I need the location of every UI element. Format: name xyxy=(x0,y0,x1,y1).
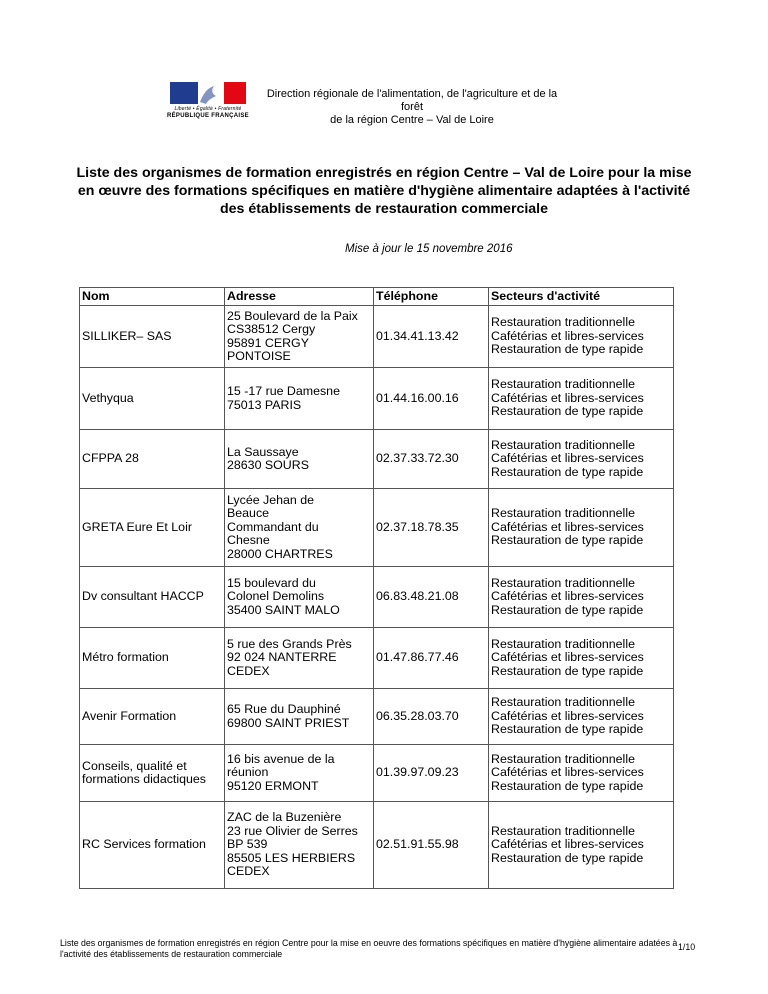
cell-telephone: 02.37.18.78.35 xyxy=(374,489,489,567)
table-row xyxy=(80,430,674,489)
table-row xyxy=(80,567,674,628)
cell-telephone: 01.39.97.09.23 xyxy=(374,745,489,802)
cell-adresse: La Saussaye 28630 SOURS xyxy=(225,430,374,489)
table-row xyxy=(80,368,674,430)
cell-adresse: 5 rue des Grands Près 92 024 NANTERRE CEDEX xyxy=(225,628,374,689)
logo-republic-name: RÉPUBLIQUE FRANÇAISE xyxy=(166,113,249,119)
organizations-table xyxy=(79,287,674,889)
document-title: Liste des organismes de formation enregistrés en région Centre – Val de Loire pour la mise en œuvre des formations spécifiques en matière d'hygiène alimentaire adaptées à l'activité des établissements de restauration commerciale xyxy=(76,165,692,217)
cell-telephone: 06.83.48.21.08 xyxy=(374,567,489,628)
table-row xyxy=(80,689,674,745)
cell-adresse: 15 boulevard du Colonel Demolins 35400 SAINT MALO xyxy=(225,567,374,628)
cell-adresse: 25 Boulevard de la Paix CS38512 Cergy 95891 CERGY PONTOISE xyxy=(225,306,374,368)
organization-line-2: de la région Centre – Val de Loire xyxy=(330,114,494,126)
cell-nom: RC Services formation xyxy=(80,802,225,889)
table-row xyxy=(80,745,674,802)
table-header-row xyxy=(80,288,674,306)
cell-nom: CFPPA 28 xyxy=(80,430,225,489)
cell-secteurs: Restauration traditionnelle Cafétérias et libres-services Restauration de type rapide xyxy=(489,628,674,689)
cell-telephone: 01.34.41.13.42 xyxy=(374,306,489,368)
organization-header xyxy=(262,88,562,127)
page-number: 1/10 xyxy=(678,942,696,952)
cell-secteurs: Restauration traditionnelle Cafétérias et libres-services Restauration de type rapide xyxy=(489,802,674,889)
cell-secteurs: Restauration traditionnelle Cafétérias et libres-services Restauration de type rapide xyxy=(489,306,674,368)
cell-telephone: 01.47.86.77.46 xyxy=(374,628,489,689)
cell-secteurs: Restauration traditionnelle Cafétérias et libres-services Restauration de type rapide xyxy=(489,689,674,745)
cell-nom: Avenir Formation xyxy=(80,689,225,745)
page-footer: Liste des organismes de formation enregistrés en région Centre pour la mise en oeuvre des formations spécifiques en matière d'hygiène alimentaire adatées à l'activité des établissements de restauration commerciale xyxy=(60,938,678,959)
header-adresse: Adresse xyxy=(225,288,374,306)
logo-motto: Liberté • Égalité • Fraternité xyxy=(174,106,242,112)
header-nom: Nom xyxy=(80,288,225,306)
cell-adresse: ZAC de la Buzenière 23 rue Olivier de Serres BP 539 85505 LES HERBIERS CEDEX xyxy=(225,802,374,889)
cell-secteurs: Restauration traditionnelle Cafétérias et libres-services Restauration de type rapide xyxy=(489,745,674,802)
cell-nom: SILLIKER– SAS xyxy=(80,306,225,368)
cell-telephone: 02.51.91.55.98 xyxy=(374,802,489,889)
organization-line-1: Direction régionale de l'alimentation, de l'agriculture et de la forêt xyxy=(266,88,558,113)
table-row xyxy=(80,628,674,689)
marianne-flag-icon xyxy=(170,82,246,104)
cell-adresse: Lycée Jehan de Beauce Commandant du Chesne 28000 CHARTRES xyxy=(225,489,374,567)
table-row xyxy=(80,489,674,567)
cell-nom: Métro formation xyxy=(80,628,225,689)
table-row xyxy=(80,306,674,368)
cell-secteurs: Restauration traditionnelle Cafétérias et libres-services Restauration de type rapide xyxy=(489,489,674,567)
cell-telephone: 02.37.33.72.30 xyxy=(374,430,489,489)
header-secteurs: Secteurs d'activité xyxy=(489,288,674,306)
republique-francaise-logo xyxy=(164,82,252,122)
update-date: Mise à jour le 15 novembre 2016 xyxy=(345,243,513,255)
cell-nom: GRETA Eure Et Loir xyxy=(80,489,225,567)
cell-secteurs: Restauration traditionnelle Cafétérias et libres-services Restauration de type rapide xyxy=(489,368,674,430)
cell-secteurs: Restauration traditionnelle Cafétérias et libres-services Restauration de type rapide xyxy=(489,430,674,489)
table-row xyxy=(80,802,674,889)
cell-adresse: 65 Rue du Dauphiné 69800 SAINT PRIEST xyxy=(225,689,374,745)
cell-nom: Dv consultant HACCP xyxy=(80,567,225,628)
cell-telephone: 06.35.28.03.70 xyxy=(374,689,489,745)
cell-adresse: 16 bis avenue de la réunion 95120 ERMONT xyxy=(225,745,374,802)
header-telephone: Téléphone xyxy=(374,288,489,306)
cell-nom: Conseils, qualité et formations didactiques xyxy=(80,745,225,802)
cell-nom: Vethyqua xyxy=(80,368,225,430)
cell-secteurs: Restauration traditionnelle Cafétérias et libres-services Restauration de type rapide xyxy=(489,567,674,628)
cell-telephone: 01.44.16.00.16 xyxy=(374,368,489,430)
cell-adresse: 15 -17 rue Damesne 75013 PARIS xyxy=(225,368,374,430)
